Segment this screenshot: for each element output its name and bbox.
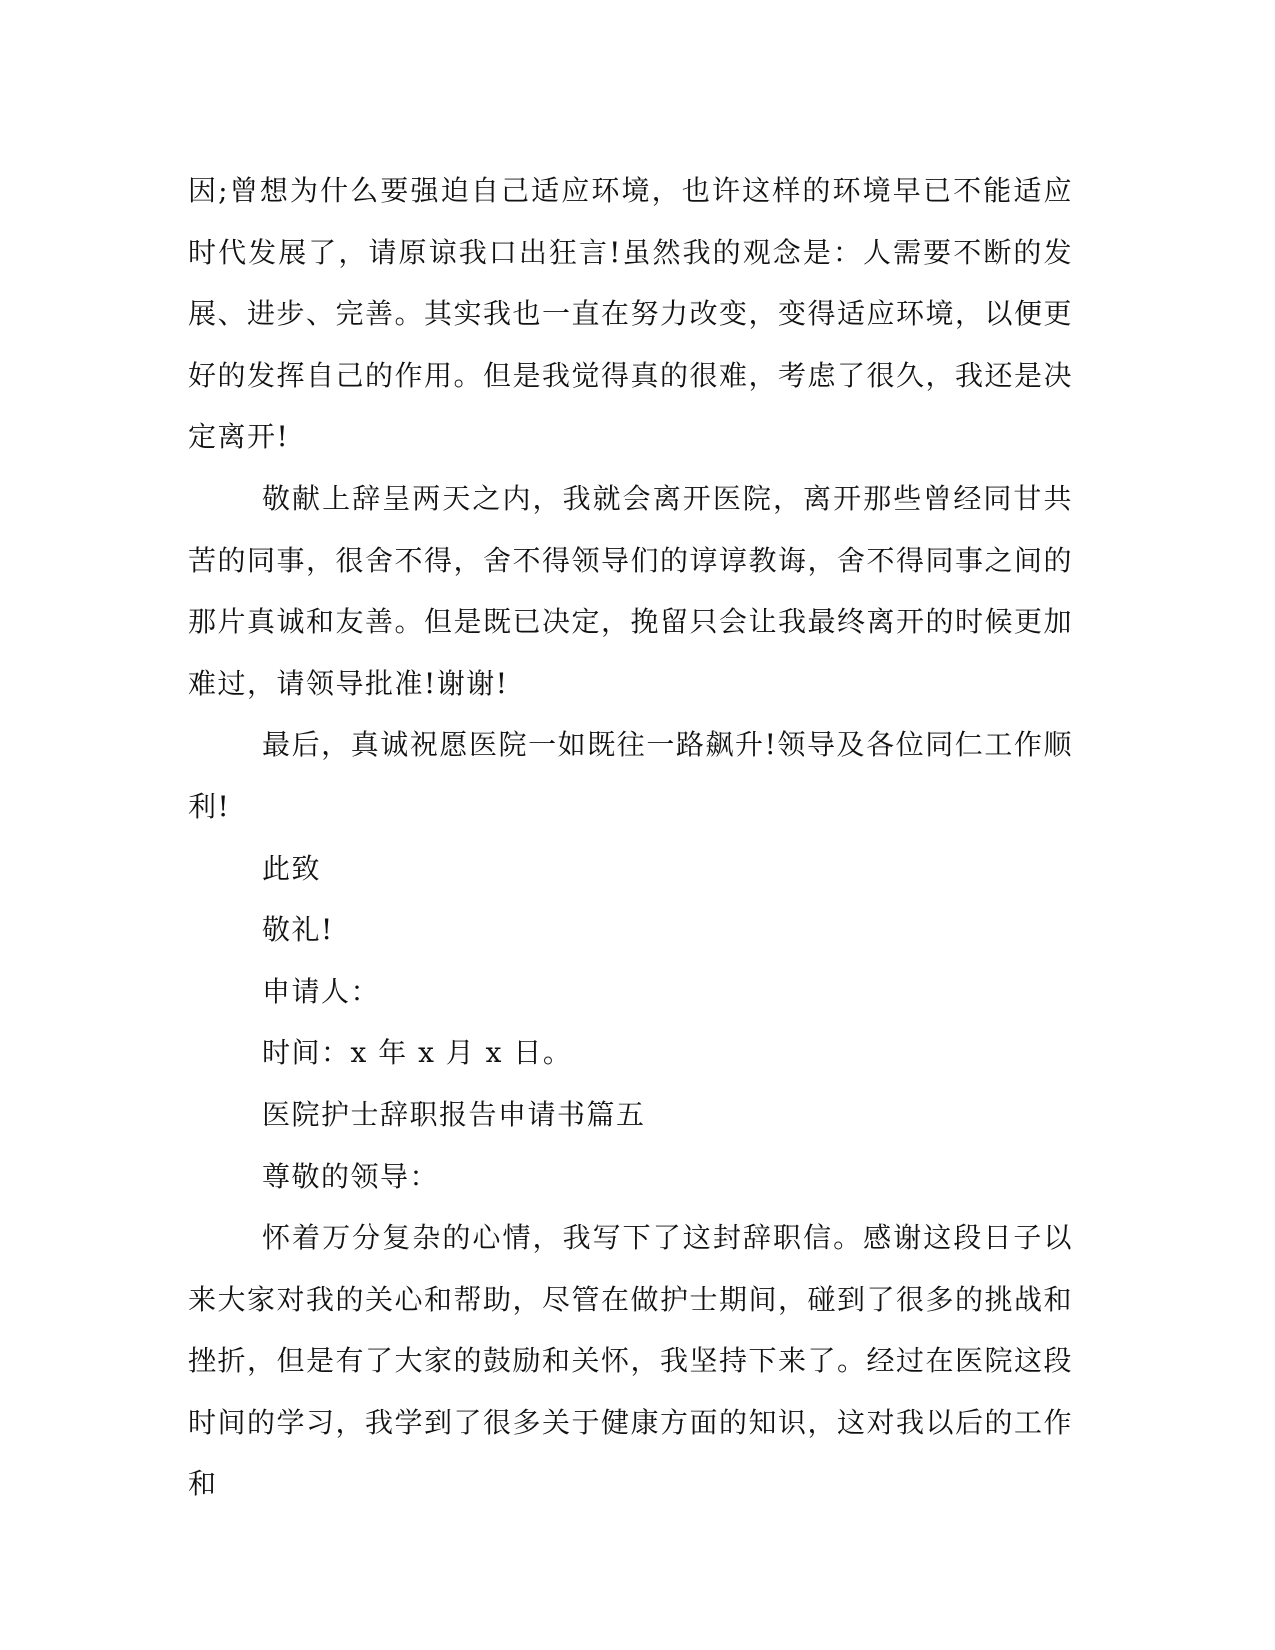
document-body <box>188 160 1073 1515</box>
applicant-line: 申请人： <box>262 974 381 1008</box>
closing-salutation: 此致 <box>262 851 322 885</box>
closing-regards: 敬礼! <box>262 913 334 947</box>
section-title: 医院护士辞职报告申请书篇五 <box>262 1097 646 1131</box>
paragraph-wishes: 最后，真诚祝愿医院一如既往一路飙升!领导及各位同仁工作顺利! <box>188 728 1073 823</box>
greeting: 尊敬的领导： <box>262 1159 440 1193</box>
paragraph-body: 怀着万分复杂的心情，我写下了这封辞职信。感谢这段日子以来大家对我的关心和帮助，尽管在做护士期间，碰到了很多的挑战和挫折，但是有了大家的鼓励和关怀，我坚持下来了。经过在医院这段时间的学习，我学到了很多关于健康方面的知识，这对我以后的工作和 <box>188 1221 1074 1501</box>
paragraph-continuation: 因;曾想为什么要强迫自己适应环境，也许这样的环境早已不能适应时代发展了，请原谅我口出狂言!虽然我的观念是：人需要不断的发展、进步、完善。其实我也一直在努力改变，变得适应环境，以便更好的发挥自己的作用。但是我觉得真的很难，考虑了很久，我还是决定离开! <box>188 174 1074 454</box>
date-line: 时间：x 年 x 月 x 日。 <box>262 1036 573 1070</box>
paragraph-farewell: 敬献上辞呈两天之内，我就会离开医院，离开那些曾经同甘共苦的同事，很舍不得，舍不得领导们的谆谆教诲，舍不得同事之间的那片真诚和友善。但是既已决定，挽留只会让我最终离开的时候更加难过，请领导批准!谢谢! <box>188 481 1074 700</box>
